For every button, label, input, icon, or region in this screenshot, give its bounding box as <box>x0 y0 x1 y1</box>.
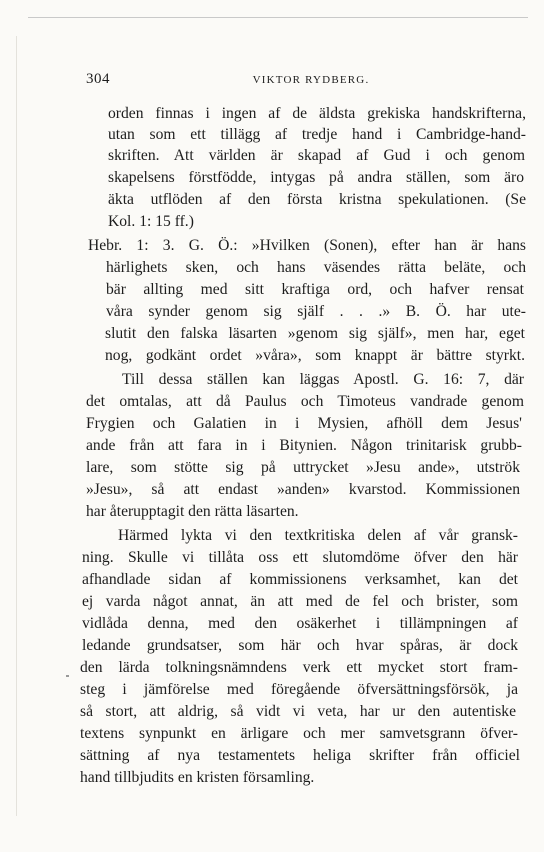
page-header <box>86 68 516 88</box>
stray-mark <box>66 675 69 677</box>
text-line: orden finnas i ingen af de äldsta grekiska handskrifterna, <box>108 105 526 122</box>
running-title: VIKTOR RYDBERG. <box>252 74 370 86</box>
text-line: har återupptagit den rätta läsarten. <box>86 503 299 520</box>
text-line: det omtalas, att då Paulus och Timoteus vandrade genom <box>86 393 524 410</box>
text-line: Kol. 1: 15 ff.) <box>108 213 194 230</box>
text-line: utan som ett tillägg af tredje hand i Cambridge-hand- <box>108 126 526 143</box>
text-line: härlighets sken, och hans väsendes rätta beläte, och <box>106 259 526 276</box>
text-line: skapelsens förstfödde, intygas på andra ställen, som äro <box>108 169 524 186</box>
text-line: Hebr. 1: 3. G. Ö.: »Hvilken (Sonen), efter han är hans <box>88 237 526 254</box>
text-line: ledande grundsatser, som här och hvar spåras, är dock <box>82 637 518 654</box>
page-edge <box>16 36 17 816</box>
text-line: steg i jämförelse med föregående öfversättningsförsök, ja <box>80 681 518 698</box>
text-line: den lärda tolkningsnämndens verk ett mycket stort fram- <box>80 659 518 676</box>
top-rule <box>28 17 528 18</box>
text-line: äkta utflöden af den första kristna spekulationen. (Se <box>108 191 526 208</box>
text-line: ning. Skulle vi tillåta oss ett slutomdöme öfver den här <box>82 549 518 566</box>
text-line: lare, som stötte sig på uttrycket »Jesu ande», utströk <box>86 459 520 476</box>
text-line: textens synpunkt en ärligare och mer samvetsgrann öfver- <box>80 725 518 742</box>
text-line: så stort, att aldrig, så vidt vi veta, har ur den autentiske <box>80 703 516 720</box>
text-line: »Jesu», så att endast »anden» kvarstod. Kommissionen <box>86 481 520 498</box>
text-line: hand tillbjudits en kristen församling. <box>80 769 315 786</box>
text-line: afhandlade sidan af kommissionens verksamhet, kan det <box>82 571 518 588</box>
text-line: våra synder genom sig själf . . .» B. Ö. har ute- <box>106 303 526 320</box>
page-number: 304 <box>86 71 110 87</box>
text-line: skriften. Att världen är skapad af Gud i och genom <box>108 147 525 164</box>
text-line: Härmed lykta vi den textkritiska delen af vår gransk- <box>118 527 518 544</box>
text-line: bär allting med sitt kraftiga ord, och hafver rensat <box>106 281 524 298</box>
text-line: nog, godkänt ordet »våra», som knappt är bättre styrkt. <box>105 347 525 364</box>
text-line: ej varda något annat, än att med de fel och brister, som <box>82 593 518 610</box>
text-line: sättning af nya testamentets heliga skrifter från officiel <box>80 747 520 764</box>
text-line: ande från att fara in i Bitynien. Någon trinitarisk grubb- <box>86 437 522 454</box>
text-line: slutit den falska läsarten »genom sig själf», men har, eget <box>105 325 525 342</box>
text-line: Till dessa ställen kan läggas Apostl. G. 16: 7, där <box>122 371 524 388</box>
text-line: Frygien och Galatien in i Mysien, afhöll dem Jesus' <box>86 415 522 432</box>
text-line: vidlåda denna, med den osäkerhet i tillämpningen af <box>82 615 518 632</box>
